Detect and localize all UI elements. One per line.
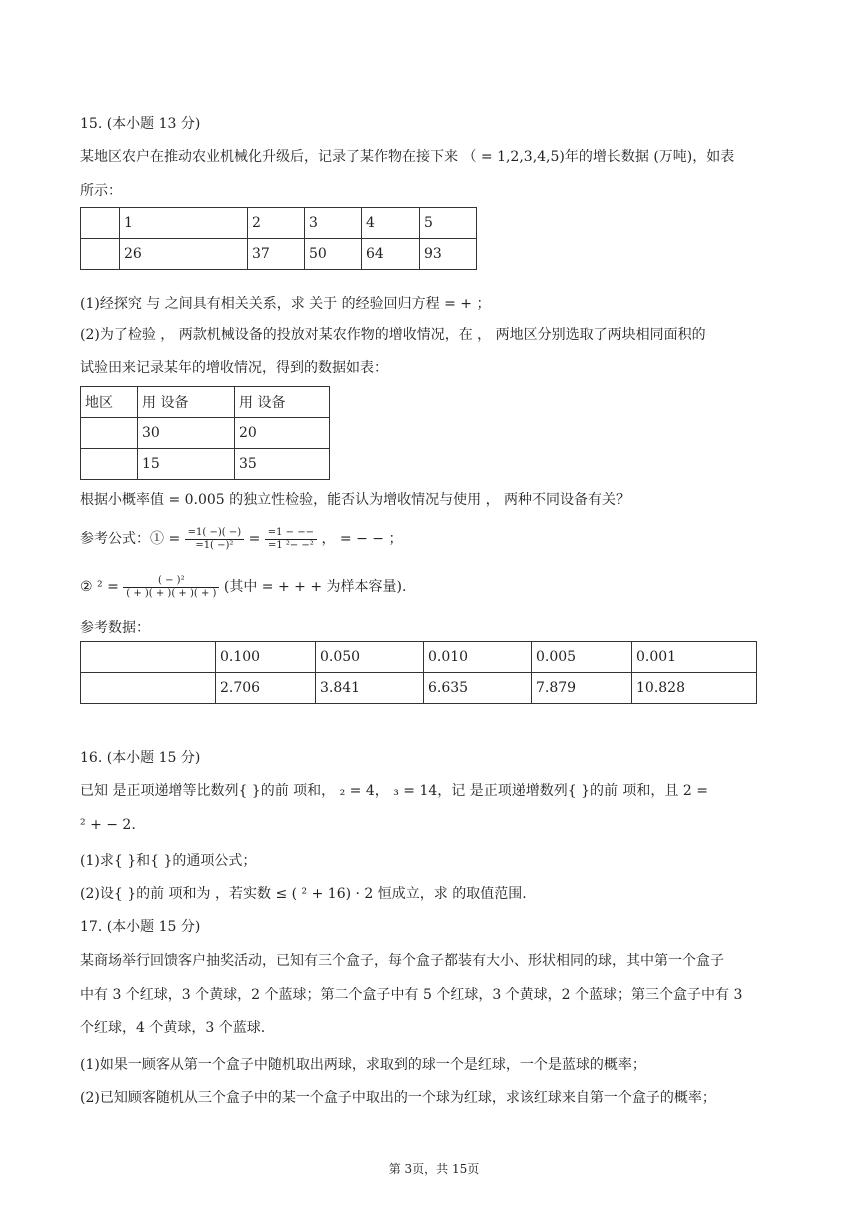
q15-table-yield xyxy=(80,386,330,480)
q15-table-critical-values xyxy=(80,641,757,704)
table-row xyxy=(81,387,330,418)
q17-line1: 某商场举行回馈客户抽奖活动，已知有三个盒子，每个盒子都装有大小、形状相同的球，其中第一个盒子 xyxy=(80,953,724,969)
q17-part1: (1)如果一顾客从第一个盒子中随机取出两球，求取到的球一个是红球，一个是蓝球的概率； xyxy=(80,1057,646,1073)
table-cell: 4 xyxy=(362,208,420,239)
q15-part1: (1)经探究 与 之间具有相关关系，求 关于 的经验回归方程 = + ； xyxy=(80,296,491,312)
table-cell: 50 xyxy=(305,239,362,270)
table-cell: 30 xyxy=(138,418,235,449)
q16-part1: (1)求{ }和{ }的通项公式； xyxy=(80,853,257,869)
q16-line2: ² + − 2. xyxy=(80,817,136,833)
table-cell: 20 xyxy=(235,418,330,449)
table-row xyxy=(81,673,757,704)
formula-fraction xyxy=(185,527,244,552)
q15-formula1 xyxy=(80,524,402,554)
table-cell: 1 xyxy=(120,208,248,239)
table-cell xyxy=(81,449,138,480)
table-cell xyxy=(81,239,120,270)
table-row xyxy=(81,208,477,239)
table-cell: 15 xyxy=(138,449,235,480)
table-row xyxy=(81,239,477,270)
table-cell xyxy=(81,418,138,449)
table-row xyxy=(81,418,330,449)
q15-part2-line1: (2)为了检验 ， 两款机械设备的投放对某农作物的增收情况，在 ， 两地区分别选取了两块相同面积的 xyxy=(80,327,706,343)
formula-label: ② ² = xyxy=(80,579,119,595)
table-cell: 10.828 xyxy=(632,673,757,704)
formula-text: (其中 = + + + 为样本容量). xyxy=(223,579,407,595)
table-row xyxy=(81,642,757,673)
q15-intro-line1: 某地区农户在推动农业机械化升级后，记录了某作物在接下来 （ = 1,2,3,4,5)年的增长数据 (万吨)，如表 xyxy=(80,149,735,165)
q17-line3: 个红球，4 个黄球，3 个蓝球. xyxy=(80,1020,266,1036)
fraction-numerator: =1( −)( −) xyxy=(185,527,244,540)
fraction-denominator: ( + )( + )( + )( + ) xyxy=(126,587,217,599)
page-footer: 第 3页，共 15页 xyxy=(388,1162,480,1176)
formula-text: ， = − − ； xyxy=(321,531,403,547)
table-cell: 2 xyxy=(248,208,305,239)
fraction-denominator: =1( −)² xyxy=(195,539,234,551)
fraction-denominator: =1 ²− −² xyxy=(267,539,314,551)
q17-heading: 17. (本小题 15 分) xyxy=(80,919,201,935)
table-row xyxy=(81,449,330,480)
q15-table-growth xyxy=(80,207,477,270)
table-cell: 0.005 xyxy=(532,642,632,673)
table-cell: 地区 xyxy=(81,387,138,418)
q15-significance: 根据小概率值 = 0.005 的独立性检验，能否认为增收情况与使用 ， 两种不同设备有关？ xyxy=(80,492,631,508)
q17-line2: 中有 3 个红球，3 个黄球，2 个蓝球；第二个盒子中有 5 个红球，3 个黄球，2 个蓝球；第三个盒子中有 3 xyxy=(80,987,743,1003)
table-cell: 0.001 xyxy=(632,642,757,673)
table-cell: 93 xyxy=(420,239,477,270)
q16-part2: (2)设{ }的前 项和为 ，若实数 ≤ ( ² + 16) · 2 恒成立，求 的取值范围. xyxy=(80,886,527,902)
table-cell: 0.010 xyxy=(424,642,532,673)
table-cell: 35 xyxy=(235,449,330,480)
q16-heading: 16. (本小题 15 分) xyxy=(80,750,201,766)
formula-fraction xyxy=(123,575,219,600)
q15-intro-line2: 所示： xyxy=(80,183,122,199)
formula-text: = xyxy=(168,531,181,547)
table-cell: 5 xyxy=(420,208,477,239)
table-cell: 0.050 xyxy=(316,642,424,673)
fraction-numerator: ( − )² xyxy=(123,575,219,588)
table-cell: 6.635 xyxy=(424,673,532,704)
fraction-numerator: =1 − −− xyxy=(265,527,317,540)
q15-heading: 15. (本小题 13 分) xyxy=(80,116,201,132)
formula-fraction xyxy=(265,527,317,552)
table-cell: 2.706 xyxy=(216,673,316,704)
formula-text: = xyxy=(248,531,261,547)
table-cell xyxy=(81,208,120,239)
table-cell: 0.100 xyxy=(216,642,316,673)
table-cell: 64 xyxy=(362,239,420,270)
formula-label: 参考公式：① xyxy=(80,531,164,547)
table-cell: 7.879 xyxy=(532,673,632,704)
q15-ref-data-label: 参考数据： xyxy=(80,620,150,636)
table-cell xyxy=(81,642,216,673)
table-cell: 用 设备 xyxy=(138,387,235,418)
table-cell: 26 xyxy=(120,239,248,270)
table-cell: 37 xyxy=(248,239,305,270)
table-cell: 3 xyxy=(305,208,362,239)
q16-line1: 已知 是正项递增等比数列{ }的前 项和， ₂ = 4， ₃ = 14，记 是正项递增数列{ }的前 项和，且 2 = xyxy=(80,783,708,799)
table-cell xyxy=(81,673,216,704)
q15-formula2 xyxy=(80,572,406,602)
q15-part2-line2: 试验田来记录某年的增收情况，得到的数据如表： xyxy=(80,360,388,376)
table-cell: 3.841 xyxy=(316,673,424,704)
q17-part2: (2)已知顾客随机从三个盒子中的某一个盒子中取出的一个球为红球，求该红球来自第一个盒子的概率； xyxy=(80,1090,716,1106)
table-cell: 用 设备 xyxy=(235,387,330,418)
